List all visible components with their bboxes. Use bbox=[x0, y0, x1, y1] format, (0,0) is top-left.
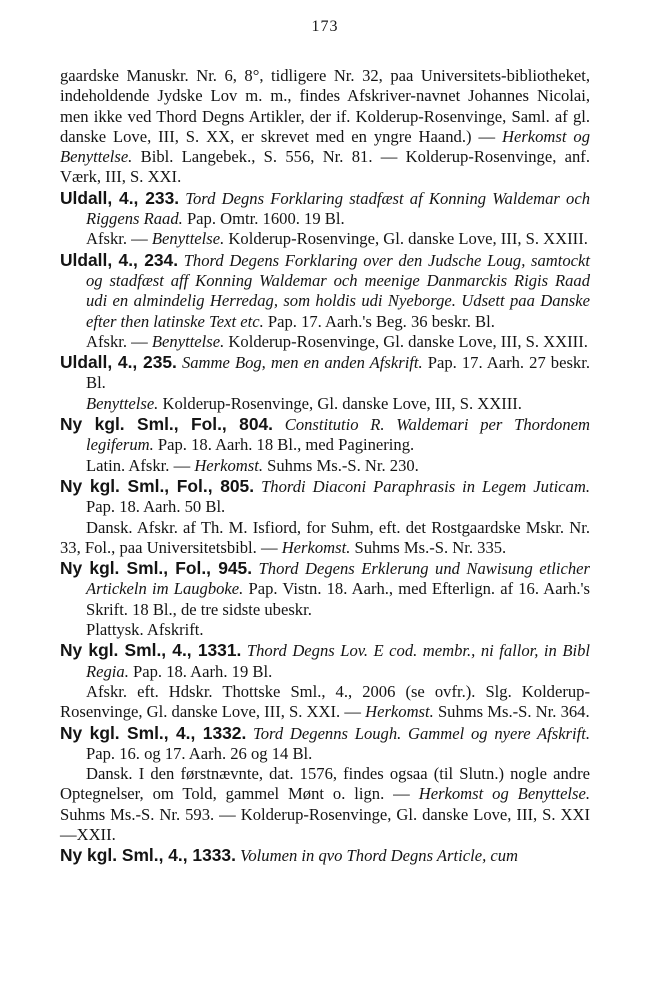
note-text: Dansk. I den førstnævnte, dat. 1576, findes ogsaa (til Slutn.) nogle andre Optegnelser, om Told, gammel Mønt o. lign. — bbox=[60, 764, 590, 804]
note-text: Afskr. — bbox=[86, 229, 148, 249]
entry-meta: Pap. 18. Aarh. 50 Bl. bbox=[86, 497, 226, 517]
entry-note bbox=[60, 518, 590, 559]
entry-headline bbox=[60, 476, 590, 518]
entry-shelfmark: Uldall, 4., 233. bbox=[60, 187, 180, 208]
entry-note bbox=[60, 682, 590, 723]
entry-note bbox=[60, 764, 590, 845]
note-italic: Herkomst. bbox=[194, 455, 263, 475]
entry-headline bbox=[60, 723, 590, 765]
note-text: Latin. Afskr. — bbox=[86, 455, 191, 475]
entry-headline bbox=[60, 414, 590, 456]
note-italic: Benyttelse. bbox=[151, 229, 225, 249]
catalog-entry bbox=[60, 352, 590, 414]
entry-meta: Pap. 17. Aarh.'s Beg. 36 beskr. Bl. bbox=[267, 311, 495, 331]
catalog-text bbox=[60, 66, 590, 867]
entry-shelfmark: Uldall, 4., 235. bbox=[60, 352, 177, 373]
note-italic: Benyttelse. bbox=[86, 393, 159, 413]
entry-meta: Pap. 18. Aarh. 18 Bl., med Paginering. bbox=[157, 435, 415, 455]
note-italic: Herkomst. bbox=[281, 537, 351, 557]
entry-title: Constitutio R. Waldemari per Thordonem legiferum. bbox=[86, 415, 590, 455]
entry-title: Volumen in qvo Thord Degns Article, cum bbox=[240, 846, 519, 866]
note-text-2: Suhms Ms.-S. Nr. 593. — Kolderup-Rosenvinge, Gl. danske Love, III, S. XXI—XXII. bbox=[60, 804, 590, 844]
entry-title: Thord Degens Forklaring over den Judsche Loug, samtockt og stadfæst aff Konning Waldemar och meenige Danmarckis Rigis Raad udi en almindelig Herredag, som holdis udi Nyeborge. Udsett paa Danske efter then latinske Text etc. bbox=[86, 250, 590, 331]
entry-meta: Pap. 16. og 17. Aarh. 26 og 14 Bl. bbox=[86, 743, 313, 763]
catalog-entry bbox=[60, 845, 590, 866]
entry-headline bbox=[60, 640, 590, 682]
entry-shelfmark: Ny kgl. Sml., Fol., 804. bbox=[60, 414, 274, 435]
catalog-entry bbox=[60, 558, 590, 640]
entry-shelfmark: Ny kgl. Sml., Fol., 945. bbox=[60, 558, 253, 579]
entry-title: Thordi Diaconi Paraphrasis in Legem Juticam. bbox=[261, 476, 590, 496]
entry-headline bbox=[60, 250, 590, 332]
continuation-rest: Bibl. Langebek., S. 556, Nr. 81. — Kolderup-Rosenvinge, anf. Værk, III, S. XXI. bbox=[60, 147, 590, 187]
entry-note bbox=[60, 394, 590, 414]
entry-title: Samme Bog, men en anden Afskrift. bbox=[181, 353, 423, 373]
note-text: Afskr. — bbox=[86, 331, 148, 351]
note-text-2: Kolderup-Rosenvinge, Gl. danske Love, III, S. XXIII. bbox=[228, 229, 588, 249]
note-italic: Herkomst. bbox=[365, 702, 434, 722]
continuation-paragraph bbox=[60, 66, 590, 188]
note-text-2: Kolderup-Rosenvinge, Gl. danske Love, III, S. XXIII. bbox=[162, 393, 522, 413]
entry-shelfmark: Ny kgl. Sml., 4., 1331. bbox=[60, 640, 242, 661]
entry-headline bbox=[60, 558, 590, 620]
note-italic: Herkomst og Benyttelse. bbox=[418, 784, 591, 804]
entry-title: Thord Degens Erklerung und Nawisung etlicher Artickeln im Laugboke. bbox=[86, 559, 590, 599]
entry-headline bbox=[60, 352, 590, 394]
entry-headline bbox=[60, 845, 590, 866]
entry-note bbox=[60, 456, 590, 476]
entry-shelfmark: Uldall, 4., 234. bbox=[60, 249, 179, 270]
entry-note bbox=[60, 229, 590, 249]
entry-title: Tord Degenns Lough. Gammel og nyere Afskrift. bbox=[253, 723, 590, 743]
continuation-herkomst: Herkomst og Benyttelse. bbox=[60, 126, 590, 167]
entry-note bbox=[60, 332, 590, 352]
catalog-entry bbox=[60, 723, 590, 846]
entry-title: Tord Degns Forklaring stadfæst af Konning Waldemar och Riggens Raad. bbox=[86, 188, 590, 229]
entry-meta: Pap. Vistn. 18. Aarh., med Efterlign. af 16. Aarh.'s Skrift. 18 Bl., de tre sidste ubeskr. bbox=[86, 579, 590, 619]
note-text: Dansk. Afskr. af Th. M. Isfiord, for Suhm, eft. det Rostgaardske Mskr. Nr. 33, Fol., paa Universitetsbibl. — bbox=[60, 517, 590, 557]
note-italic: Benyttelse. bbox=[151, 331, 225, 351]
entry-meta: Pap. Omtr. 1600. 19 Bl. bbox=[186, 209, 345, 229]
catalog-entry bbox=[60, 640, 590, 722]
entry-headline bbox=[60, 188, 590, 230]
catalog-entry bbox=[60, 414, 590, 476]
entry-shelfmark: Ny kgl. Sml., Fol., 805. bbox=[60, 475, 255, 496]
catalog-entry bbox=[60, 188, 590, 250]
entry-shelfmark: Ny kgl. Sml., 4., 1332. bbox=[60, 722, 247, 743]
note-text-2: Kolderup-Rosenvinge, Gl. danske Love, III, S. XXIII. bbox=[228, 331, 588, 351]
note-text-2: Suhms Ms.-S. Nr. 335. bbox=[354, 537, 507, 557]
note-text: Afskr. eft. Hdskr. Thottske Sml., 4., 2006 (se ovfr.). Slg. Kolderup-Rosenvinge, Gl. danske Love, III, S. XXI. — bbox=[60, 681, 590, 722]
continuation-text: gaardske Manuskr. Nr. 6, 8°, tidligere Nr. 32, paa Universitets-bibliotheket, indeholdende Jydske Lov m. m., findes Afskriver-navnet Johannes Nicolai, men ikke ved Thord Degns Artikler, der if. Kolderup-Rosenvinge, Saml. af gl. danske Love, III, S. XX, er skrevet med en yngre Haand.) — bbox=[60, 66, 590, 146]
entry-shelfmark: Ny kgl. Sml., 4., 1333. bbox=[60, 845, 236, 866]
page-number: 173 bbox=[311, 18, 339, 35]
note-text-2: Suhms Ms.-S. Nr. 364. bbox=[437, 702, 590, 722]
entry-meta: Pap. 17. Aarh. 27 beskr. Bl. bbox=[86, 353, 590, 393]
note-text: Plattysk. Afskrift. bbox=[86, 620, 204, 640]
entry-title: Thord Degns Lov. E cod. membr., ni fallor, in Bibl Regia. bbox=[86, 641, 590, 681]
catalog-entry bbox=[60, 476, 590, 558]
note-text-2: Suhms Ms.-S. Nr. 230. bbox=[267, 455, 419, 475]
entry-note bbox=[60, 620, 590, 640]
catalog-entry bbox=[60, 250, 590, 352]
entry-meta: Pap. 18. Aarh. 19 Bl. bbox=[133, 661, 273, 681]
